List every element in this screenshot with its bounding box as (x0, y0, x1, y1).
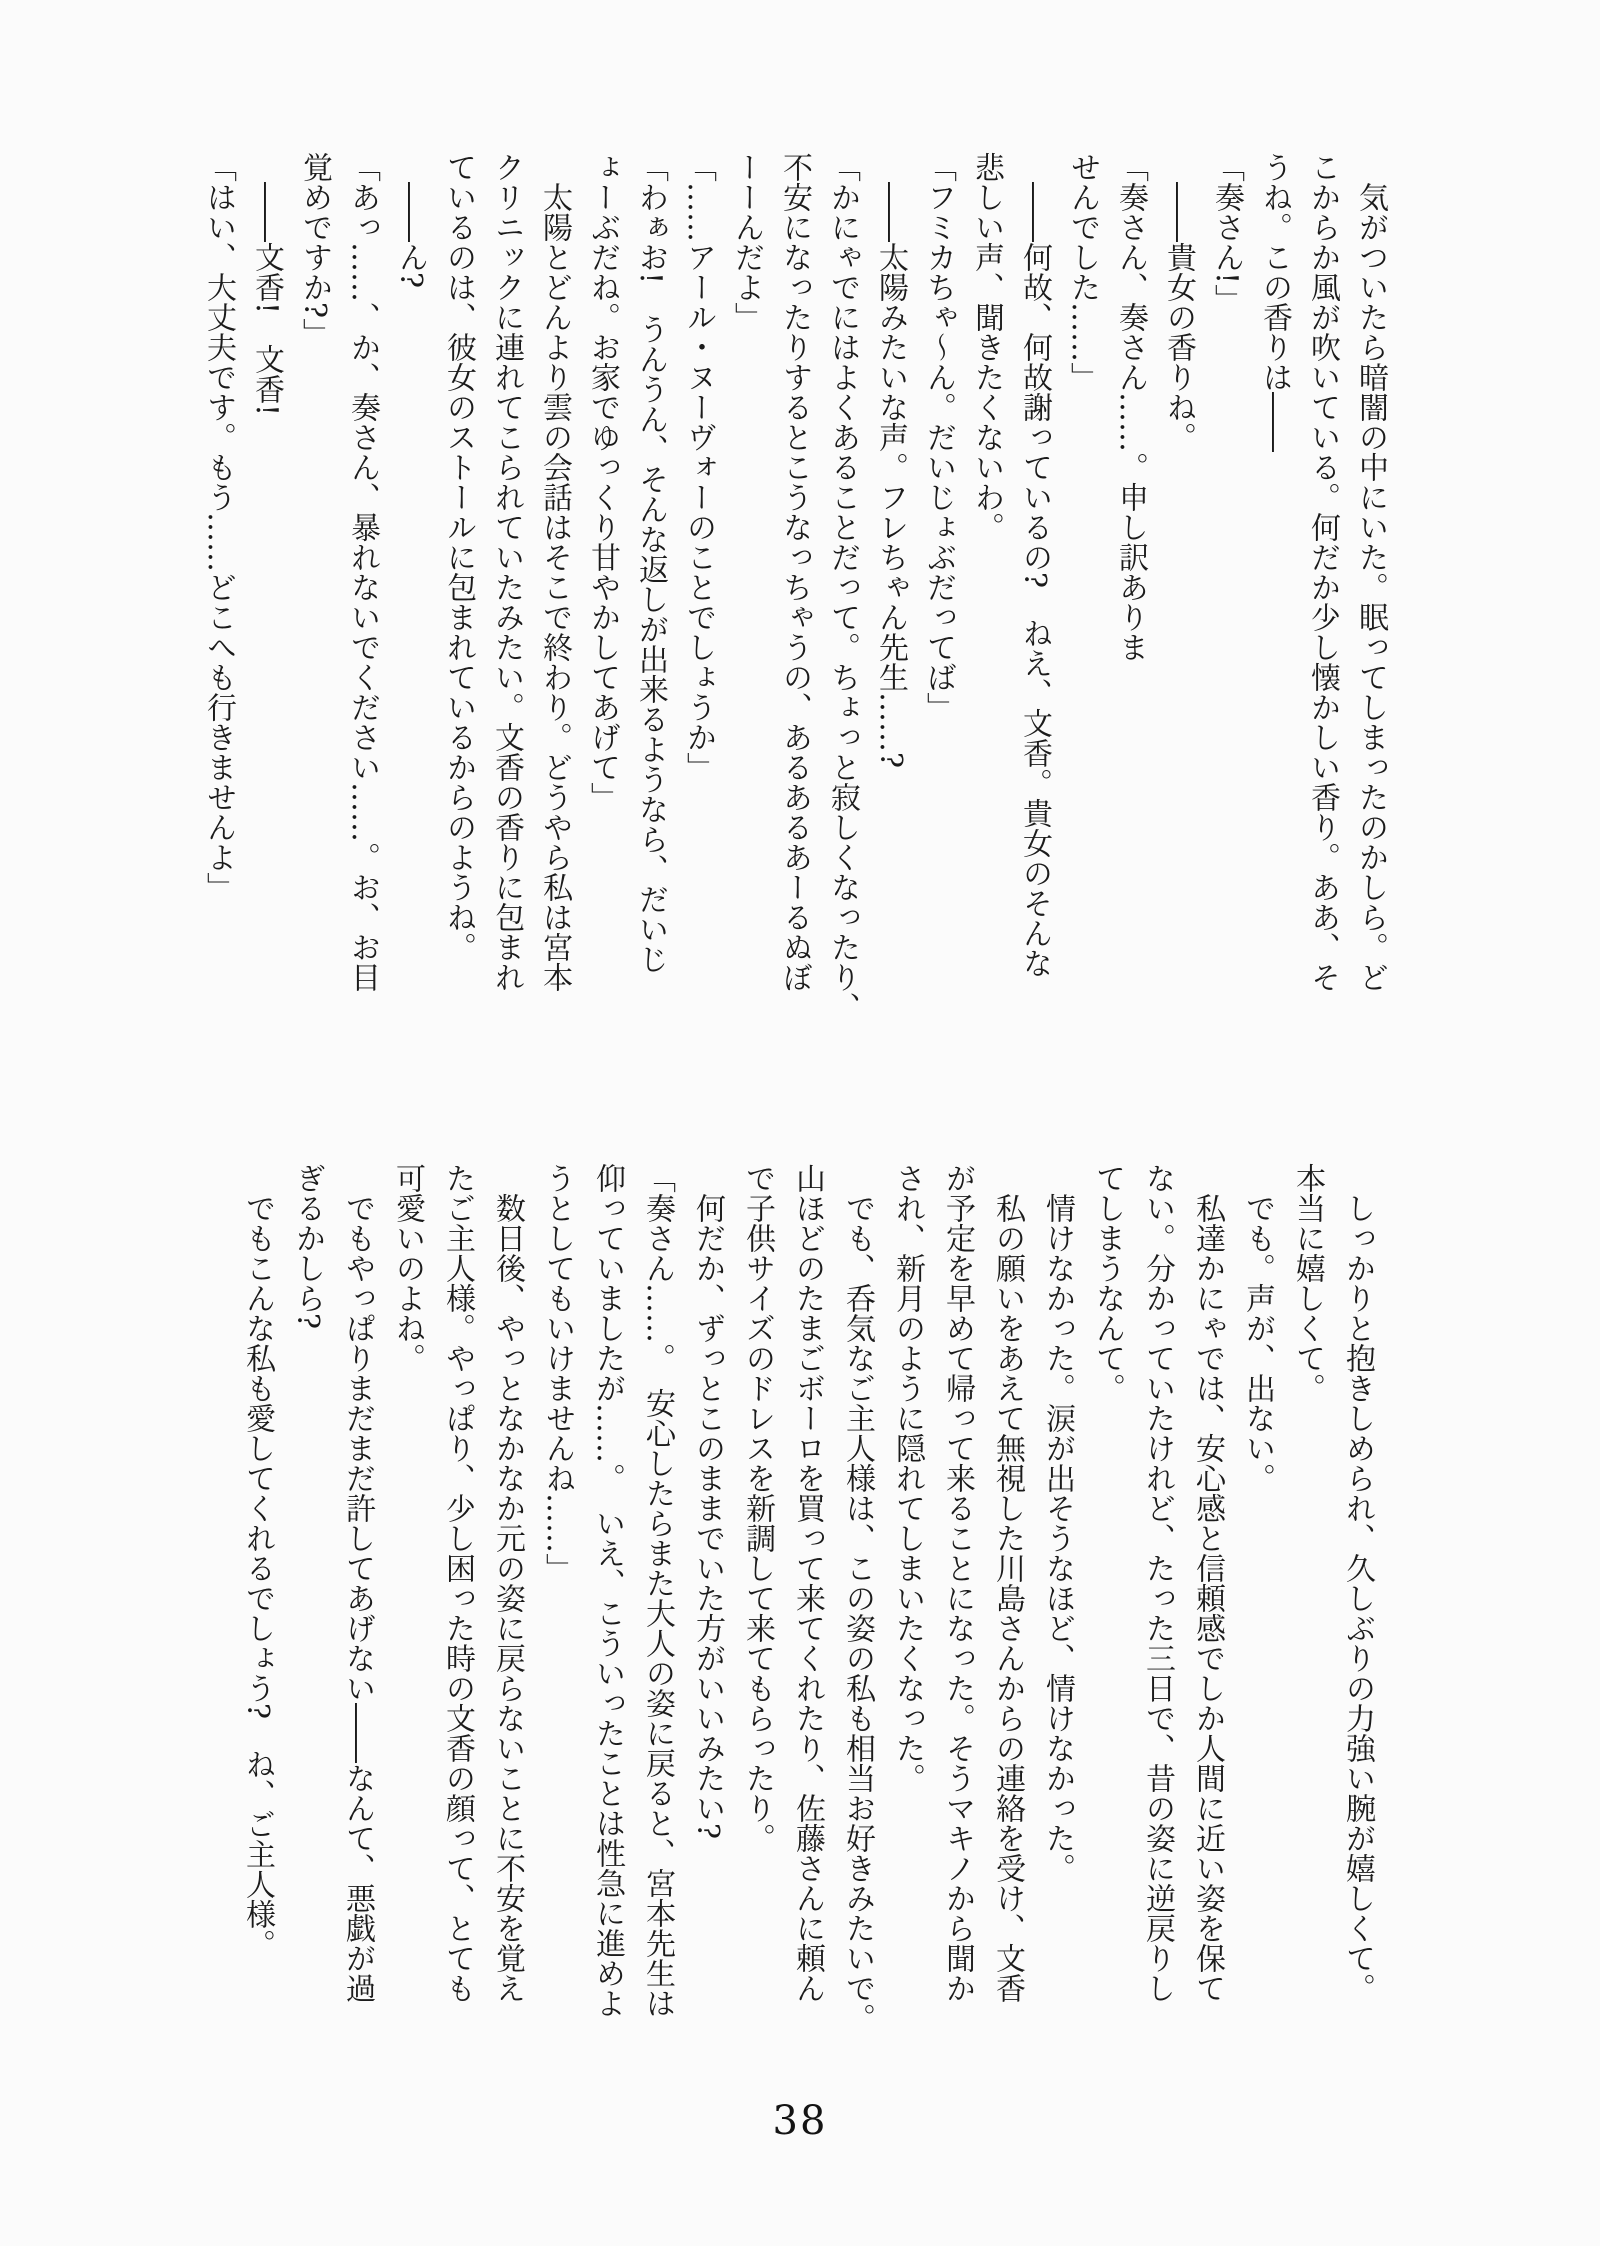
text-column: 「奏さん……。 安心したらまた大人の姿に戻ると、宮本先生は (640, 1163, 675, 2018)
text-column: 不安になったりするとこうなっちゃうの、あるあるあーるぬぼ (777, 152, 812, 992)
text-column: 山ほどのたまごボーロを買って来てくれたり、佐藤さんに頼ん (790, 1163, 825, 2003)
text-column: しっかりと抱きしめられ、久しぶりの力強い腕が嬉しくて。 (1340, 1193, 1375, 2003)
text-column: でも。声が、出ない。 (1240, 1193, 1275, 1493)
page-number: 38 (772, 2098, 828, 2144)
text-column: 数日後、やっとなかなか元の姿に戻らないことに不安を覚え (490, 1193, 525, 2003)
text-column: で子供サイズのドレスを新調して来てもらったり。 (740, 1163, 775, 1853)
text-column: ――文香! 文香! (249, 182, 284, 417)
text-column: ない。分かっていたけれど、たった三日で、昔の姿に逆戻りし (1140, 1163, 1175, 2003)
text-column: 「……アール・ヌーヴォーのことでしょうか」 (681, 152, 716, 782)
text-column: 「奏さん!」 (1209, 152, 1244, 315)
text-column: こからか風が吹いている。何だか少し懐かしい香り。ああ、そ (1305, 152, 1340, 992)
text-column: 私達かにゃでは、安心感と信頼感でしか人間に近い姿を保て (1190, 1193, 1225, 2003)
text-column: 「かにゃでにはよくあることだって。ちょっと寂しくなったり、 (825, 152, 860, 1022)
text-column: でも、呑気なご主人様は、この姿の私も相当お好きみたいで。 (840, 1193, 875, 2033)
text-column: クリニックに連れてこられていたみたい。文香の香りに包まれ (489, 152, 524, 992)
text-column: でもやっぱりまだまだ許してあげない――なんて、悪戯が過 (340, 1193, 375, 2003)
text-column: 「わぁお! うんうん、そんな返しが出来るようなら、だいじ (633, 152, 668, 975)
text-column: ――太陽みたいな声。フレちゃん先生……? (873, 182, 908, 769)
text-column: 「はい、大丈夫です。もう……どこへも行きませんよ」 (201, 152, 236, 902)
text-column: たご主人様。やっぱり、少し困った時の文香の顔って、とても (440, 1163, 475, 2003)
text-column: 仰っていましたが……。 いえ、こういったことは性急に進めよ (590, 1163, 625, 2018)
text-column: せんでした……」 (1065, 152, 1100, 392)
text-column: 「フミカちゃ〜ん。だいじょぶだってば」 (921, 152, 956, 722)
text-column: ょーぶだね。お家でゆっくり甘やかしてあげて」 (585, 152, 620, 812)
text-column: うね。この香りは―― (1257, 152, 1292, 452)
text-column: 可愛いのよね。 (390, 1163, 425, 1373)
bottom-text-block (232, 1163, 1382, 2043)
text-column: ――ん? (393, 182, 428, 289)
text-column: 気がついたら暗闇の中にいた。眠ってしまったのかしら。ど (1353, 182, 1388, 992)
text-column: てしまうなんて。 (1090, 1163, 1125, 1403)
text-column: が予定を早めて帰って来ることになった。そうマキノから聞か (940, 1163, 975, 2003)
text-column: ――貴女の香りね。 (1161, 182, 1196, 452)
text-column: でもこんな私も愛してくれるでしょう? ね、ご主人様。 (240, 1193, 275, 1960)
text-column: 何だか、ずっとこのままでいた方がいいみたい? (690, 1193, 725, 1840)
text-column: ――何故、何故謝っているの? ねえ、文香。貴女のそんな (1017, 182, 1052, 979)
text-column: 覚めですか?」 (297, 152, 332, 349)
text-column: され、新月のように隠れてしまいたくなった。 (890, 1163, 925, 1793)
text-column: 太陽とどんより雲の会話はそこで終わり。どうやら私は宮本 (537, 182, 572, 992)
text-column: ーーんだよ」 (729, 152, 764, 332)
text-column: 悲しい声、聞きたくないわ。 (969, 152, 1004, 542)
text-column: 私の願いをあえて無視した川島さんからの連絡を受け、文香 (990, 1193, 1025, 2003)
text-column: 「あっ……、か、奏さん、暴れないでください……。お、お目 (345, 152, 380, 992)
text-column: 情けなかった。涙が出そうなほど、情けなかった。 (1040, 1193, 1075, 1883)
text-column: 「奏さん、奏さん……。申し訳ありま (1113, 152, 1148, 662)
text-column: 本当に嬉しくて。 (1290, 1163, 1325, 1403)
text-column: ぎるかしら? (290, 1163, 325, 1330)
text-column: ているのは、彼女のストールに包まれているからのようね。 (441, 152, 476, 962)
top-text-block (194, 152, 1394, 1032)
text-column: うとしてもいけませんね……」 (540, 1163, 575, 1583)
